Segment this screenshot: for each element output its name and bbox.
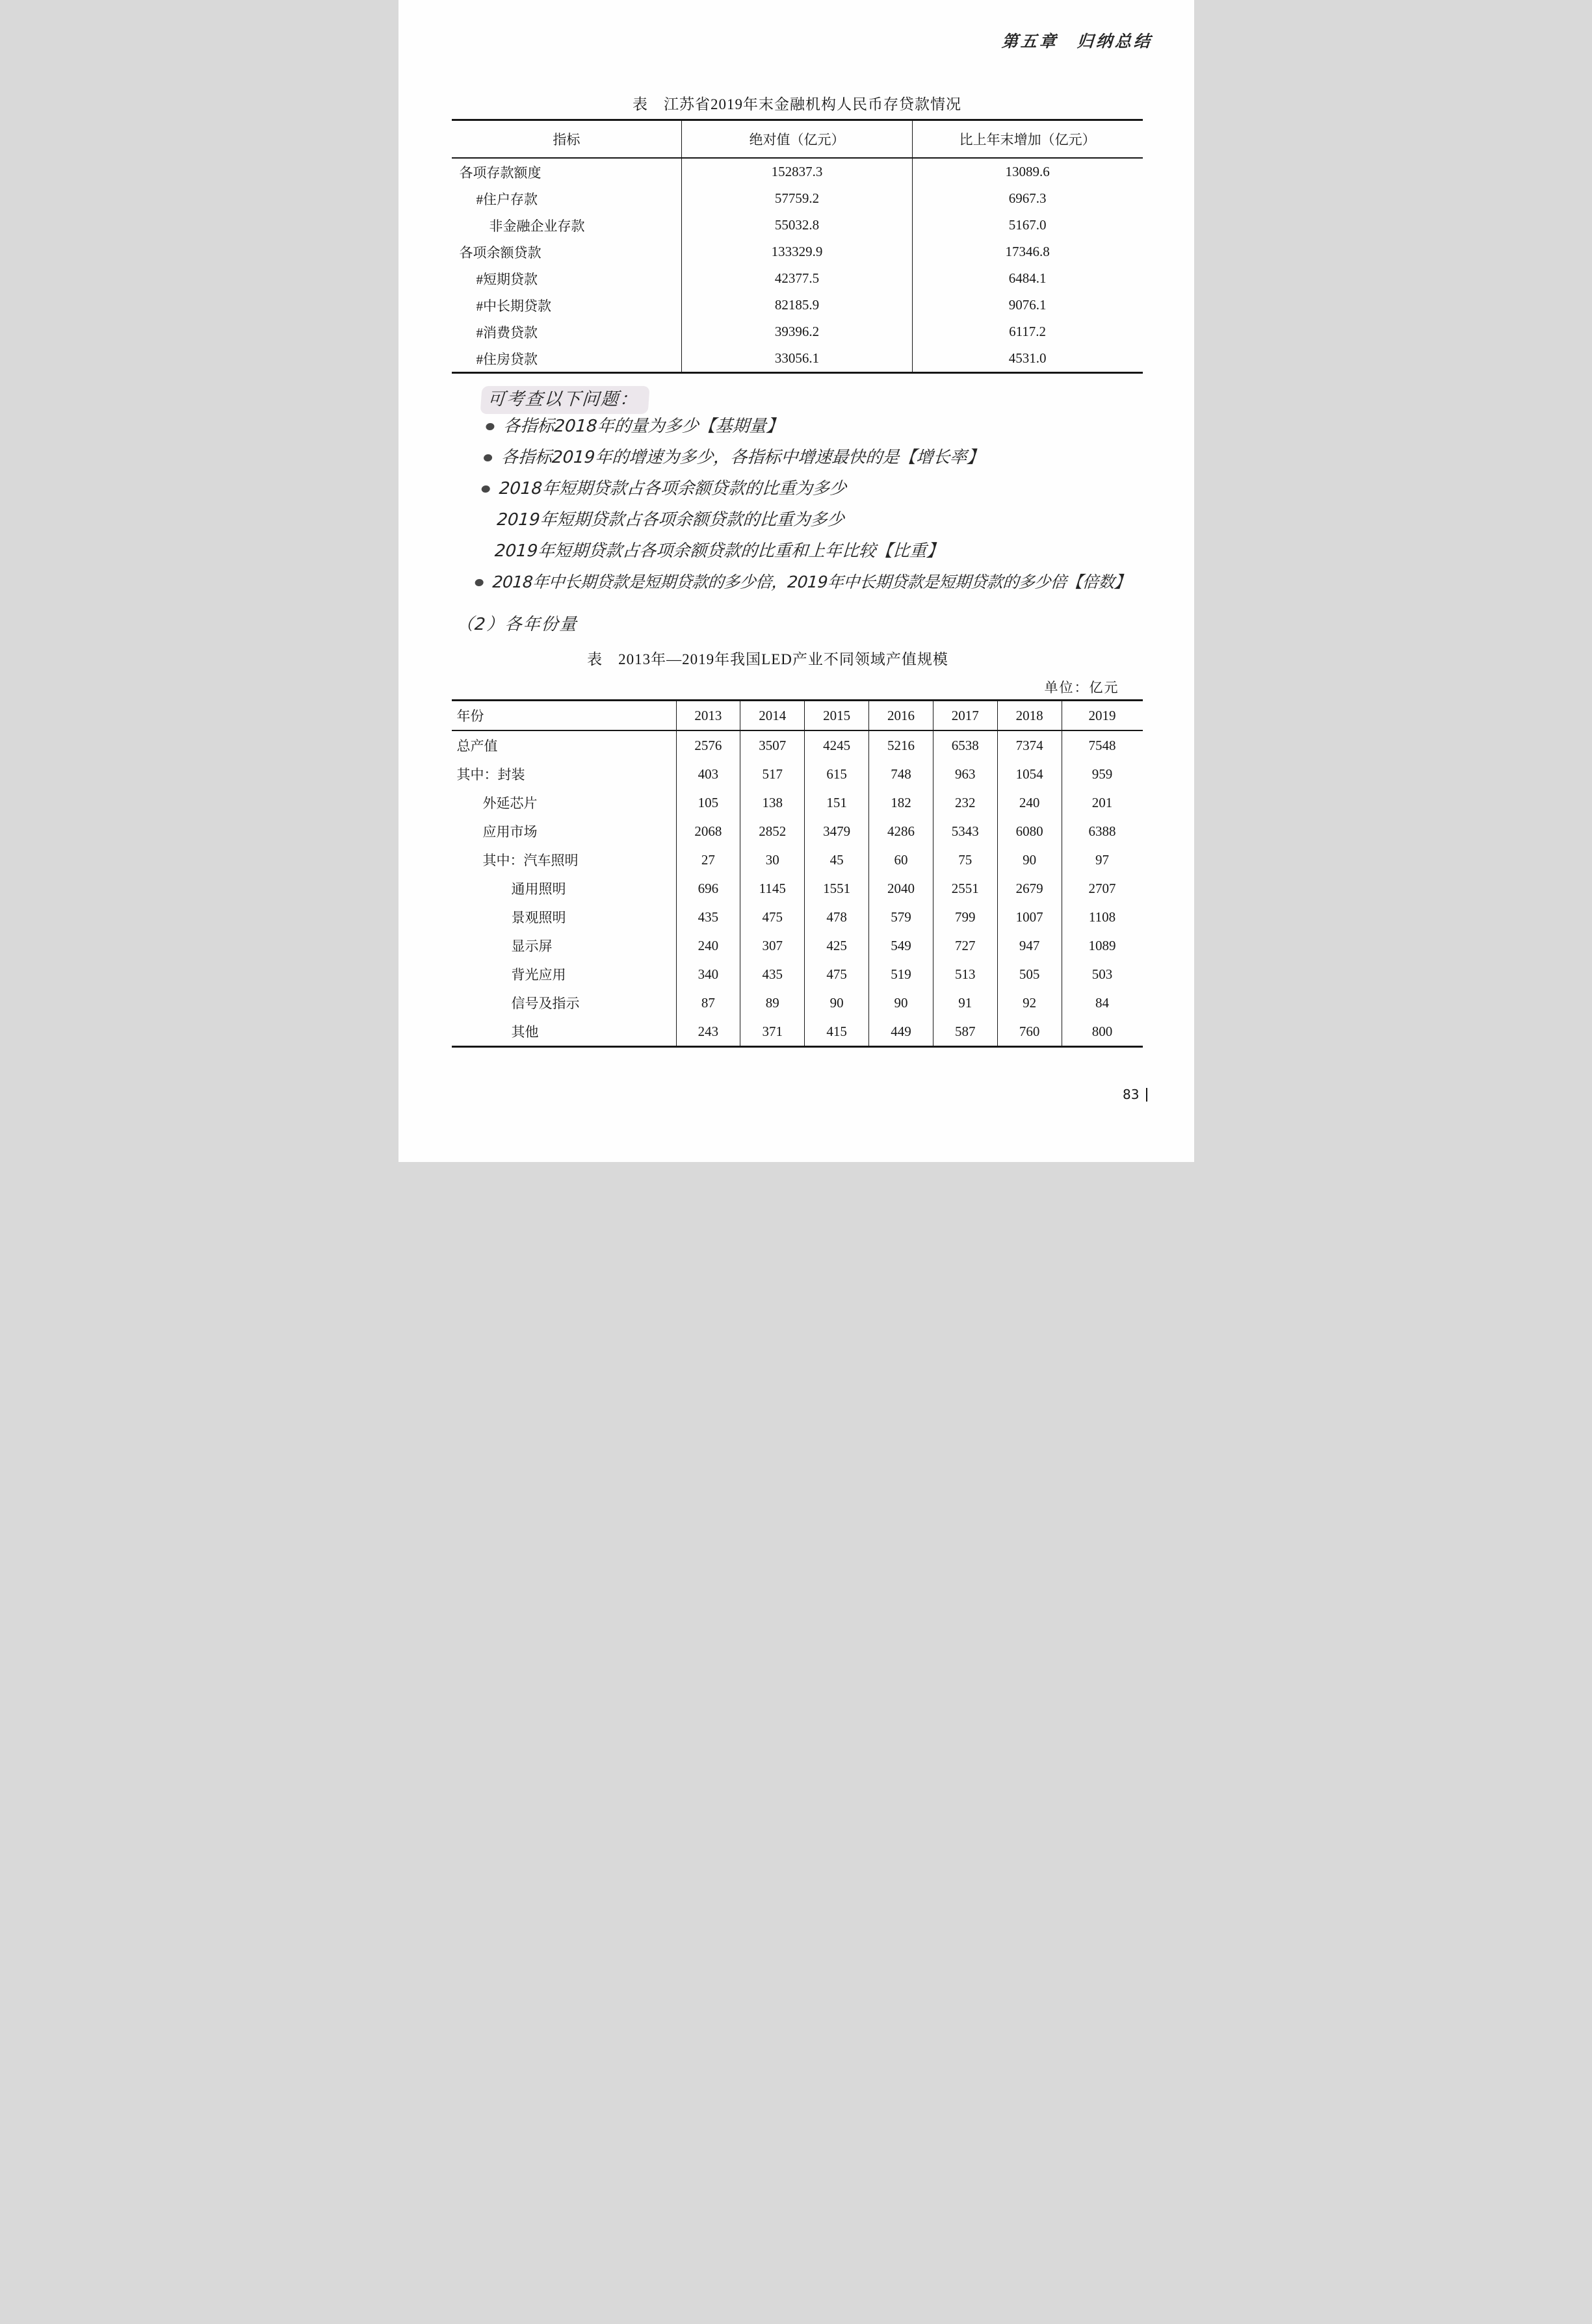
year-value-cell: 84 — [1062, 988, 1142, 1017]
row-label-cell: 总产值 — [456, 738, 498, 754]
table-row — [452, 817, 1143, 846]
note-text: 2019年短期贷款占各项余额贷款的比重和上年比较【比重】 — [493, 541, 944, 561]
year-value-cell: 1007 — [997, 903, 1062, 931]
table-row — [452, 988, 1143, 1017]
note-line — [478, 504, 1194, 536]
note-line — [480, 473, 1194, 504]
increase-value-cell: 6117.2 — [912, 318, 1142, 345]
year-value-cell: 6388 — [1062, 817, 1142, 846]
section2-label: （2）各年份量 — [455, 615, 579, 634]
indicator-cell: #消费贷款 — [476, 324, 538, 341]
year-value-cell: 182 — [869, 788, 933, 817]
table-row — [452, 185, 1143, 212]
table-row — [452, 846, 1143, 874]
note-text: 各指标2019年的增速为多少，各指标中增速最快的是【增长率】 — [500, 448, 984, 467]
row-label-cell: 其中：封装 — [456, 767, 525, 782]
year-value-cell: 2040 — [869, 874, 933, 903]
year-value-cell: 240 — [676, 931, 740, 960]
row-label-cell: 其中：汽车照明 — [482, 853, 579, 868]
table-row — [452, 318, 1143, 345]
year-value-cell: 475 — [805, 960, 869, 988]
table2-body — [452, 730, 1143, 1047]
table-row — [452, 874, 1143, 903]
table-row — [452, 760, 1143, 788]
increase-value-cell: 5167.0 — [912, 212, 1142, 239]
increase-value-cell: 4531.0 — [912, 345, 1142, 373]
note-text: 2019年短期贷款占各项余额贷款的比重为多少 — [495, 510, 845, 530]
year-value-cell: 2679 — [997, 874, 1062, 903]
year-value-cell: 90 — [869, 988, 933, 1017]
absolute-value-cell: 82185.9 — [682, 292, 912, 318]
year-value-cell: 91 — [933, 988, 997, 1017]
note-text: 2018年短期贷款占各项余额贷款的比重为多少 — [498, 479, 847, 498]
table2-header-cell: 2013 — [676, 701, 740, 731]
table2-header-cell: 2017 — [933, 701, 997, 731]
year-value-cell: 760 — [997, 1017, 1062, 1047]
table2-header-cell: 2016 — [869, 701, 933, 731]
year-value-cell: 7374 — [997, 730, 1062, 760]
row-label-cell: 景观照明 — [511, 910, 566, 925]
year-value-cell: 89 — [740, 988, 805, 1017]
year-value-cell: 959 — [1062, 760, 1142, 788]
table1-header-cell: 绝对值（亿元） — [682, 120, 912, 159]
year-value-cell: 1108 — [1062, 903, 1142, 931]
year-value-cell: 4286 — [869, 817, 933, 846]
year-value-cell: 90 — [997, 846, 1062, 874]
year-value-cell: 6080 — [997, 817, 1062, 846]
indicator-cell: 各项存款额度 — [459, 164, 542, 181]
table-row — [452, 903, 1143, 931]
year-value-cell: 5216 — [869, 730, 933, 760]
bullet-dot-icon — [483, 454, 492, 461]
table2-header-cell: 年份 — [456, 708, 484, 724]
deposit-loan-table — [452, 119, 1143, 374]
year-value-cell: 475 — [740, 903, 805, 931]
year-value-cell: 579 — [869, 903, 933, 931]
note-text: 2018年中长期贷款是短期贷款的多少倍，2019年中长期贷款是短期贷款的多少倍【倍数】 — [491, 573, 1130, 591]
row-label-cell: 应用市场 — [482, 824, 538, 840]
table-row — [452, 345, 1143, 373]
table-row — [452, 265, 1143, 292]
table1-header-cell: 比上年末增加（亿元） — [912, 120, 1142, 159]
year-value-cell: 243 — [676, 1017, 740, 1047]
year-value-cell: 727 — [933, 931, 997, 960]
absolute-value-cell: 57759.2 — [682, 185, 912, 212]
row-label-cell: 显示屏 — [511, 938, 553, 954]
year-value-cell: 60 — [869, 846, 933, 874]
table-row — [452, 239, 1143, 265]
year-value-cell: 1054 — [997, 760, 1062, 788]
year-value-cell: 3479 — [805, 817, 869, 846]
year-value-cell: 513 — [933, 960, 997, 988]
page-number-value: 83 — [1123, 1087, 1140, 1102]
increase-value-cell: 9076.1 — [912, 292, 1142, 318]
year-value-cell: 425 — [805, 931, 869, 960]
year-value-cell: 340 — [676, 960, 740, 988]
indicator-cell: #住房贷款 — [476, 351, 538, 367]
notes-heading — [480, 385, 650, 410]
table-row — [452, 292, 1143, 318]
year-value-cell: 7548 — [1062, 730, 1142, 760]
absolute-value-cell: 39396.2 — [682, 318, 912, 345]
chapter-header: 第五章 归纳总结 — [1001, 32, 1154, 51]
note-line — [482, 442, 1194, 473]
year-value-cell: 478 — [805, 903, 869, 931]
year-value-cell: 549 — [869, 931, 933, 960]
table2-header-cell: 2015 — [805, 701, 869, 731]
year-value-cell: 27 — [676, 846, 740, 874]
year-value-cell: 97 — [1062, 846, 1142, 874]
bullet-dot-icon — [481, 485, 490, 493]
year-value-cell: 4245 — [805, 730, 869, 760]
table2-header-cell: 2018 — [997, 701, 1062, 731]
table2-header-cell: 2014 — [740, 701, 805, 731]
table-row — [452, 730, 1143, 760]
notes-heading-highlight: 可考查以下问题： — [480, 386, 649, 414]
notes-list — [474, 411, 1194, 598]
year-value-cell: 435 — [676, 903, 740, 931]
row-label-cell: 信号及指示 — [511, 996, 580, 1011]
year-value-cell: 2068 — [676, 817, 740, 846]
year-value-cell: 415 — [805, 1017, 869, 1047]
year-value-cell: 307 — [740, 931, 805, 960]
table-row — [452, 158, 1143, 185]
note-text: 各指标2018年的量为多少【基期量】 — [502, 417, 784, 436]
table-row — [452, 788, 1143, 817]
table1-header-row — [452, 120, 1143, 159]
table1-header-cell: 指标 — [553, 132, 581, 148]
scanned-book-page — [398, 0, 1194, 1162]
table-row — [452, 960, 1143, 988]
year-value-cell: 6538 — [933, 730, 997, 760]
year-value-cell: 748 — [869, 760, 933, 788]
absolute-value-cell: 152837.3 — [682, 158, 912, 185]
year-value-cell: 3507 — [740, 730, 805, 760]
year-value-cell: 240 — [997, 788, 1062, 817]
year-value-cell: 696 — [676, 874, 740, 903]
table-row — [452, 1017, 1143, 1047]
table-row — [452, 931, 1143, 960]
year-value-cell: 403 — [676, 760, 740, 788]
indicator-cell: #住户存款 — [476, 191, 538, 207]
year-value-cell: 519 — [869, 960, 933, 988]
year-value-cell: 799 — [933, 903, 997, 931]
led-output-table — [452, 699, 1143, 1048]
row-label-cell: 其他 — [511, 1024, 539, 1040]
increase-value-cell: 6484.1 — [912, 265, 1142, 292]
year-value-cell: 87 — [676, 988, 740, 1017]
note-line — [476, 536, 1193, 567]
year-value-cell: 947 — [997, 931, 1062, 960]
indicator-cell: #中长期贷款 — [476, 298, 551, 314]
year-value-cell: 1089 — [1062, 931, 1142, 960]
year-value-cell: 30 — [740, 846, 805, 874]
indicator-cell: 各项余额贷款 — [459, 244, 542, 261]
year-value-cell: 1145 — [740, 874, 805, 903]
year-value-cell: 435 — [740, 960, 805, 988]
year-value-cell: 105 — [676, 788, 740, 817]
absolute-value-cell: 133329.9 — [682, 239, 912, 265]
year-value-cell: 1551 — [805, 874, 869, 903]
page-number — [1123, 1087, 1147, 1102]
absolute-value-cell: 55032.8 — [682, 212, 912, 239]
year-value-cell: 505 — [997, 960, 1062, 988]
bullet-dot-icon — [475, 579, 484, 586]
increase-value-cell: 13089.6 — [912, 158, 1142, 185]
bullet-dot-icon — [486, 423, 495, 430]
table2-unit-label: 单位：亿元 — [1044, 680, 1119, 695]
table1-title: 表 江苏省2019年末金融机构人民币存贷款情况 — [633, 96, 961, 112]
year-value-cell: 75 — [933, 846, 997, 874]
table2-header-row — [452, 701, 1143, 731]
absolute-value-cell: 42377.5 — [682, 265, 912, 292]
year-value-cell: 517 — [740, 760, 805, 788]
indicator-cell: 非金融企业存款 — [489, 218, 585, 234]
year-value-cell: 503 — [1062, 960, 1142, 988]
row-label-cell: 背光应用 — [511, 967, 566, 983]
year-value-cell: 587 — [933, 1017, 997, 1047]
year-value-cell: 90 — [805, 988, 869, 1017]
table1-body — [452, 158, 1143, 373]
year-value-cell: 232 — [933, 788, 997, 817]
year-value-cell: 449 — [869, 1017, 933, 1047]
note-line — [474, 567, 1191, 598]
indicator-cell: #短期贷款 — [476, 271, 538, 287]
row-label-cell: 外延芯片 — [482, 795, 538, 811]
table-row — [452, 212, 1143, 239]
year-value-cell: 92 — [997, 988, 1062, 1017]
note-line — [484, 411, 1194, 442]
table2-title: 表 2013年—2019年我国LED产业不同领域产值规模 — [587, 651, 948, 667]
year-value-cell: 5343 — [933, 817, 997, 846]
year-value-cell: 45 — [805, 846, 869, 874]
year-value-cell: 371 — [740, 1017, 805, 1047]
page-number-divider-bar — [1146, 1088, 1147, 1102]
year-value-cell: 2576 — [676, 730, 740, 760]
year-value-cell: 963 — [933, 760, 997, 788]
year-value-cell: 138 — [740, 788, 805, 817]
increase-value-cell: 17346.8 — [912, 239, 1142, 265]
year-value-cell: 2852 — [740, 817, 805, 846]
year-value-cell: 151 — [805, 788, 869, 817]
table2-header-cell: 2019 — [1062, 701, 1142, 731]
year-value-cell: 2551 — [933, 874, 997, 903]
increase-value-cell: 6967.3 — [912, 185, 1142, 212]
year-value-cell: 800 — [1062, 1017, 1142, 1047]
year-value-cell: 201 — [1062, 788, 1142, 817]
absolute-value-cell: 33056.1 — [682, 345, 912, 373]
row-label-cell: 通用照明 — [511, 881, 566, 897]
year-value-cell: 2707 — [1062, 874, 1142, 903]
year-value-cell: 615 — [805, 760, 869, 788]
